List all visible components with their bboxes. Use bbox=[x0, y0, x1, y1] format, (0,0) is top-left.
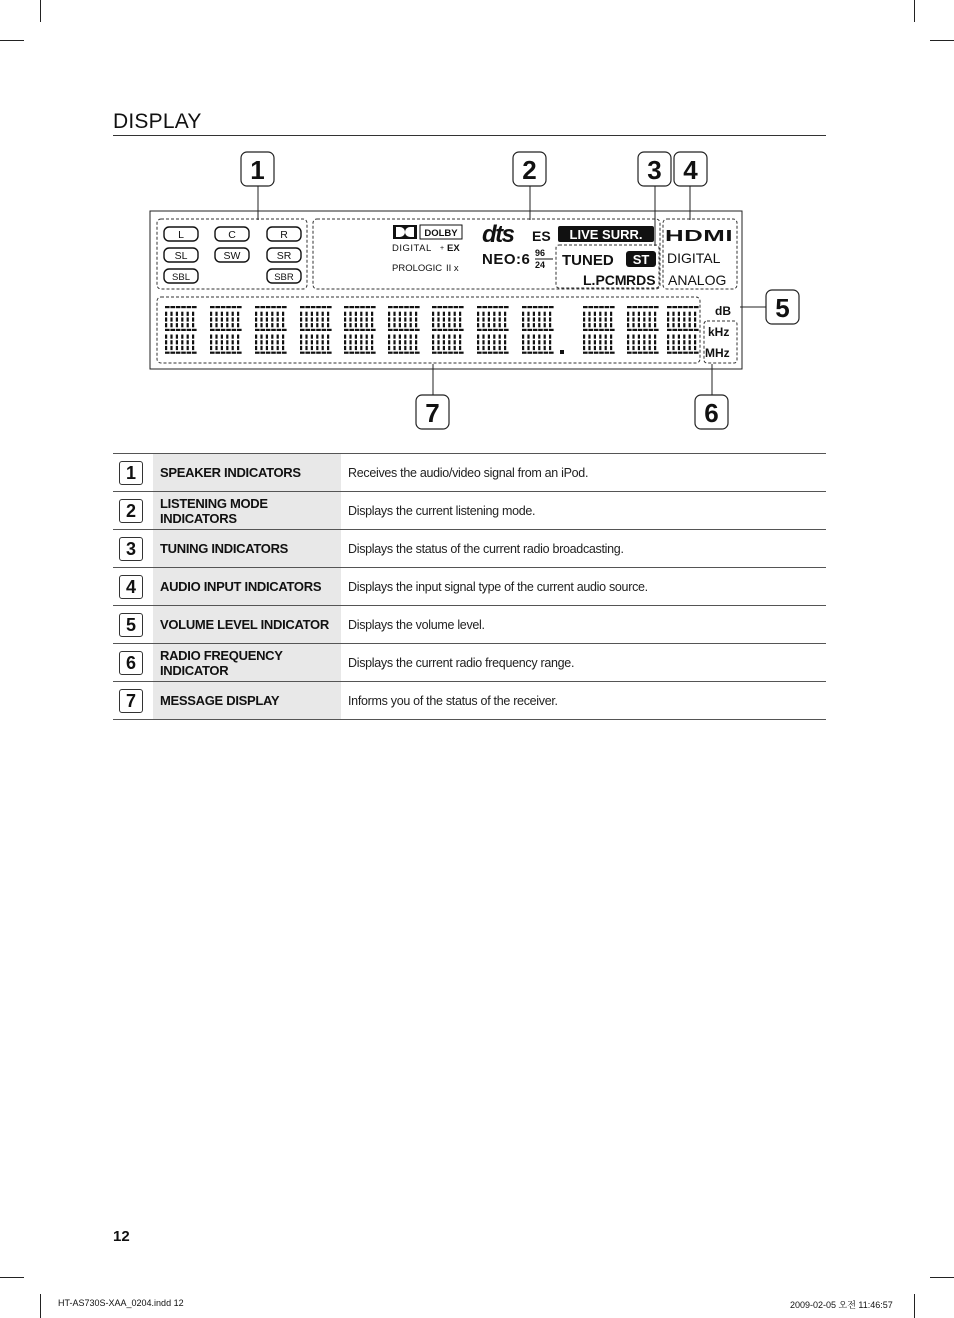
dolby-indicators bbox=[392, 225, 462, 274]
hdmi-logo: HDMI bbox=[665, 228, 733, 245]
table-row bbox=[113, 606, 826, 644]
khz-label: kHz bbox=[708, 325, 730, 339]
row-number-badge: 7 bbox=[119, 689, 143, 713]
segment-digit bbox=[210, 306, 242, 354]
segment-digit bbox=[388, 306, 420, 354]
indicator-name: TUNING INDICATORS bbox=[153, 530, 341, 568]
rate-96: 96 bbox=[535, 248, 546, 258]
lpcm-label: L.PCM bbox=[583, 272, 627, 288]
segment-digit bbox=[627, 306, 659, 354]
speaker-r: R bbox=[280, 229, 288, 241]
indicator-name: MESSAGE DISPLAY bbox=[153, 682, 341, 720]
stereo-label: ST bbox=[632, 252, 650, 267]
segment-digit bbox=[477, 306, 509, 354]
row-number-badge: 1 bbox=[119, 461, 143, 485]
speaker-sw: SW bbox=[223, 250, 241, 262]
rate-24: 24 bbox=[535, 260, 546, 270]
segment-digit bbox=[165, 306, 197, 354]
table-row bbox=[113, 492, 826, 530]
row-number-badge: 6 bbox=[119, 651, 143, 675]
indicator-name: SPEAKER INDICATORS bbox=[153, 454, 341, 492]
indicator-description: Receives the audio/video signal from an iPod. bbox=[348, 465, 589, 480]
front-display-diagram bbox=[0, 0, 954, 440]
indicator-table bbox=[113, 453, 826, 720]
crop-mark bbox=[914, 1294, 915, 1318]
callout-7: 7 bbox=[425, 398, 440, 428]
crop-mark bbox=[930, 1277, 954, 1278]
callout-3: 3 bbox=[647, 155, 662, 185]
crop-mark bbox=[40, 1294, 41, 1318]
analog-label: ANALOG bbox=[668, 272, 727, 288]
row-number-badge: 5 bbox=[119, 613, 143, 637]
speaker-c: C bbox=[228, 229, 236, 241]
dolby-ex-label: EX bbox=[447, 243, 460, 254]
indicator-description: Informs you of the status of the receiver. bbox=[348, 693, 558, 708]
decimal-point bbox=[560, 350, 564, 354]
indicator-name: RADIO FREQUENCY INDICATOR bbox=[153, 644, 341, 682]
row-number-badge: 3 bbox=[119, 537, 143, 561]
table-row bbox=[113, 682, 826, 720]
speaker-sr: SR bbox=[276, 250, 292, 262]
callout-4: 4 bbox=[683, 155, 698, 185]
live-surr-label: LIVE SURR. bbox=[569, 227, 643, 242]
tuned-label: TUNED bbox=[562, 252, 614, 269]
prologic-label: PROLOGIC bbox=[392, 263, 443, 274]
indicator-name: VOLUME LEVEL INDICATOR bbox=[153, 606, 341, 644]
indicator-description: Displays the current radio frequency range. bbox=[348, 655, 575, 670]
prologic-suffix: II x bbox=[446, 263, 459, 274]
indicator-description: Displays the current listening mode. bbox=[348, 503, 536, 518]
segment-digit bbox=[583, 306, 615, 354]
indicator-name: AUDIO INPUT INDICATORS bbox=[153, 568, 341, 606]
indicator-description: Displays the status of the current radio broadcasting. bbox=[348, 541, 624, 556]
audio-input-indicators bbox=[665, 228, 733, 288]
table-row bbox=[113, 644, 826, 682]
crop-mark bbox=[0, 1277, 24, 1278]
mhz-label: MHz bbox=[705, 346, 730, 360]
db-label: dB bbox=[715, 304, 731, 318]
callout-1: 1 bbox=[250, 155, 265, 185]
table-row bbox=[113, 568, 826, 606]
dolby-badge: DOLBY bbox=[424, 228, 458, 239]
neo6-label: NEO:6 bbox=[482, 251, 531, 268]
segment-digit bbox=[522, 306, 554, 354]
segment-digit bbox=[255, 306, 287, 354]
row-number-badge: 4 bbox=[119, 575, 143, 599]
dolby-digital-label: DIGITAL bbox=[392, 243, 432, 254]
callout-5: 5 bbox=[775, 293, 790, 323]
callout-6: 6 bbox=[704, 398, 719, 428]
segment-digit bbox=[667, 306, 699, 354]
segment-digit bbox=[300, 306, 332, 354]
callout-boxes bbox=[241, 152, 799, 429]
speaker-l: L bbox=[178, 229, 184, 241]
section-title: DISPLAY bbox=[113, 110, 202, 133]
tuning-indicators bbox=[562, 251, 656, 288]
speaker-sbl: SBL bbox=[172, 272, 190, 283]
es-label: ES bbox=[532, 228, 551, 244]
print-slug-date: 2009-02-05 오전 11:46:57 bbox=[790, 1300, 893, 1310]
unit-indicators bbox=[705, 304, 731, 360]
indicator-name: LISTENING MODE INDICATORS bbox=[153, 492, 341, 530]
digital-label: DIGITAL bbox=[667, 250, 721, 266]
speaker-sbr: SBR bbox=[274, 272, 294, 283]
callout-2: 2 bbox=[522, 155, 537, 185]
table-row bbox=[113, 454, 826, 492]
indicator-description: Displays the input signal type of the current audio source. bbox=[348, 579, 648, 594]
segment-digit bbox=[344, 306, 376, 354]
print-slug-file: HT-AS730S-XAA_0204.indd 12 bbox=[58, 1298, 184, 1308]
dts-logo: dts bbox=[482, 221, 514, 248]
segment-digit bbox=[432, 306, 464, 354]
plus-sign: + bbox=[440, 245, 445, 252]
row-number-badge: 2 bbox=[119, 499, 143, 523]
speaker-sl: SL bbox=[174, 250, 188, 262]
page-number: 12 bbox=[113, 1228, 130, 1245]
table-row bbox=[113, 530, 826, 568]
indicator-description: Displays the volume level. bbox=[348, 617, 485, 632]
message-digits bbox=[165, 306, 699, 354]
rds-label: RDS bbox=[626, 272, 656, 288]
speaker-indicators bbox=[164, 227, 301, 283]
leader-lines bbox=[258, 186, 766, 395]
